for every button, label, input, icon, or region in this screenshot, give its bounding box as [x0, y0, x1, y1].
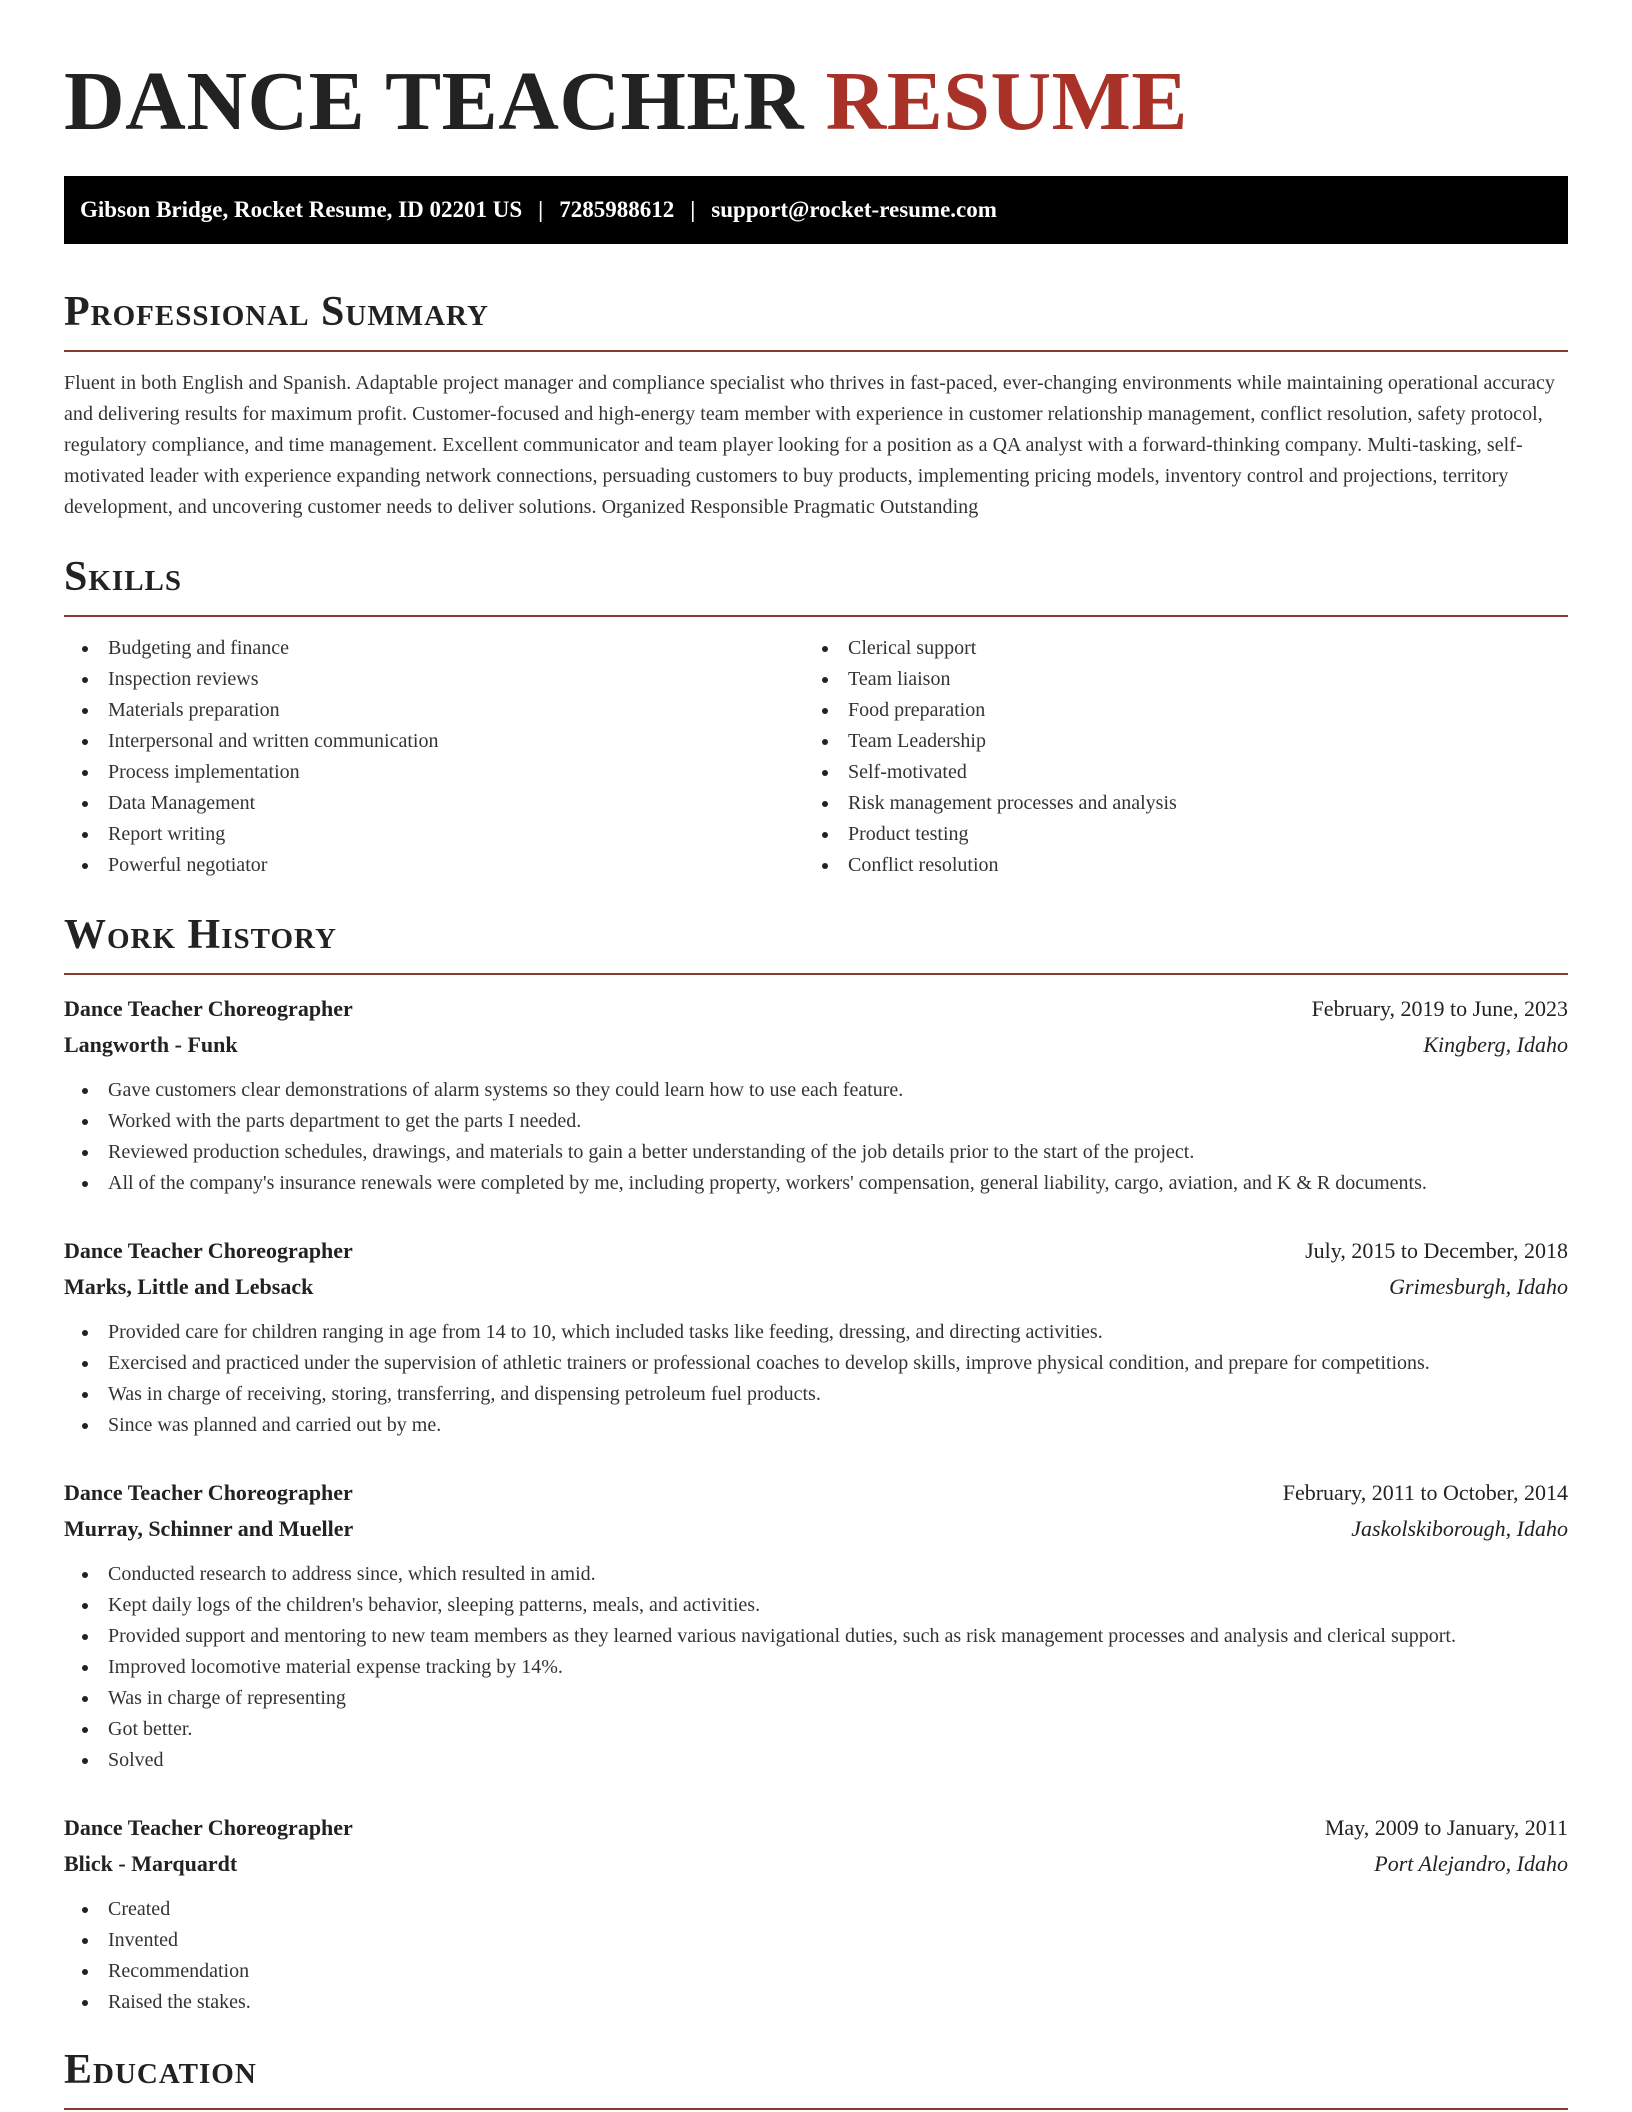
skill-item: Powerful negotiator — [64, 850, 804, 881]
job-bullet: Gave customers clear demonstrations of alarm systems so they could learn how to use each feature. — [64, 1075, 1568, 1106]
job-bullets — [64, 1075, 1568, 1199]
skill-item: Budgeting and finance — [64, 633, 804, 664]
job-company-row — [64, 1846, 1568, 1882]
job-bullet: Provided care for children ranging in age from 14 to 10, which included tasks like feeding, dressing, and directing activities. — [64, 1317, 1568, 1348]
skill-item: Report writing — [64, 819, 804, 850]
job-bullet: Was in charge of representing — [64, 1683, 1568, 1714]
job-bullets — [64, 1894, 1568, 2018]
job-dates: July, 2015 to December, 2018 — [1305, 1238, 1568, 1263]
skill-item: Materials preparation — [64, 695, 804, 726]
skills-column-left — [64, 633, 804, 881]
job-dates: February, 2019 to June, 2023 — [1311, 996, 1568, 1021]
job-bullet: Provided support and mentoring to new team members as they learned various navigational duties, such as risk management processes and analysis and clerical support. — [64, 1621, 1568, 1652]
job-location: Jaskolskiborough, Idaho — [1351, 1516, 1568, 1541]
job-company: Murray, Schinner and Mueller — [64, 1516, 354, 1541]
summary-text: Fluent in both English and Spanish. Adaptable project manager and compliance specialist who thrives in fast-paced, ever-changing environments while maintaining operational accuracy and delivering results for maximum profit. Customer-focused and high-energy team member with experience in customer relationship management, conflict resolution, safety protocol, regulatory compliance, and time management. Excellent communicator and team player looking for a position as a QA analyst with a forward-thinking company. Multi-tasking, self-motivated leader with experience expanding network connections, persuading customers to buy products, implementing pricing models, inventory control and projections, territory development, and uncovering customer needs to deliver solutions. Organized Responsible Pragmatic Outstanding — [64, 372, 1555, 518]
job-company: Blick - Marquardt — [64, 1851, 238, 1876]
job-bullet: Since was planned and carried out by me. — [64, 1410, 1568, 1441]
job-title: Dance Teacher Choreographer — [64, 1480, 353, 1505]
job-company-row — [64, 1269, 1568, 1305]
resume-title — [64, 52, 1568, 162]
work-history-section — [64, 909, 1568, 2018]
skill-item: Team liaison — [804, 664, 1544, 695]
skills-list-right — [804, 633, 1544, 881]
contact-separator: | — [690, 197, 696, 222]
professional-summary-section — [64, 286, 1568, 523]
skill-item: Risk management processes and analysis — [804, 788, 1544, 819]
job-bullet: Raised the stakes. — [64, 1987, 1568, 2018]
section-heading-skills: Skills — [64, 551, 1568, 617]
job-location: Grimesburgh, Idaho — [1389, 1274, 1568, 1299]
job-entry — [64, 1810, 1568, 2018]
job-bullet: Invented — [64, 1925, 1568, 1956]
contact-address: Gibson Bridge, Rocket Resume, ID 02201 US — [80, 197, 523, 222]
job-bullet: Exercised and practiced under the supervision of athletic trainers or professional coaches to develop skills, improve physical condition, and prepare for competitions. — [64, 1348, 1568, 1379]
skill-item: Food preparation — [804, 695, 1544, 726]
job-header-row — [64, 1475, 1568, 1511]
resume-title-accent: RESUME — [825, 55, 1188, 148]
job-bullets — [64, 1559, 1568, 1776]
job-company: Marks, Little and Lebsack — [64, 1274, 314, 1299]
job-company: Langworth - Funk — [64, 1032, 238, 1057]
job-bullet: Got better. — [64, 1714, 1568, 1745]
job-bullet: Improved locomotive material expense tracking by 14%. — [64, 1652, 1568, 1683]
job-title: Dance Teacher Choreographer — [64, 1238, 353, 1263]
skill-item: Data Management — [64, 788, 804, 819]
job-bullet: Worked with the parts department to get the parts I needed. — [64, 1106, 1568, 1137]
skill-item: Interpersonal and written communication — [64, 726, 804, 757]
job-bullet: Kept daily logs of the children's behavior, sleeping patterns, meals, and activities. — [64, 1590, 1568, 1621]
job-company-row — [64, 1511, 1568, 1547]
job-company-row — [64, 1027, 1568, 1063]
skills-columns — [64, 633, 1568, 881]
section-heading-summary: Professional Summary — [64, 286, 1568, 352]
job-entry — [64, 1233, 1568, 1441]
contact-phone: 7285988612 — [559, 197, 675, 222]
job-bullet: Reviewed production schedules, drawings, and materials to gain a better understanding of the job details prior to the start of the project. — [64, 1137, 1568, 1168]
job-bullet: Recommendation — [64, 1956, 1568, 1987]
job-dates: May, 2009 to January, 2011 — [1324, 1815, 1568, 1840]
job-entry — [64, 1475, 1568, 1776]
contact-bar — [64, 176, 1568, 244]
job-bullet: Solved — [64, 1745, 1568, 1776]
job-entry — [64, 991, 1568, 1199]
job-header-row — [64, 1810, 1568, 1846]
job-bullet: All of the company's insurance renewals were completed by me, including property, workers' compensation, general liability, cargo, aviation, and K & R documents. — [64, 1168, 1568, 1199]
skill-item: Conflict resolution — [804, 850, 1544, 881]
contact-separator: | — [538, 197, 544, 222]
job-location: Port Alejandro, Idaho — [1374, 1851, 1568, 1876]
job-bullets — [64, 1317, 1568, 1441]
contact-email: support@rocket-resume.com — [711, 197, 997, 222]
job-title: Dance Teacher Choreographer — [64, 1815, 353, 1840]
skills-column-right — [804, 633, 1544, 881]
section-heading-work-history: Work History — [64, 909, 1568, 975]
resume-content — [64, 0, 1568, 2110]
job-bullet: Was in charge of receiving, storing, transferring, and dispensing petroleum fuel products. — [64, 1379, 1568, 1410]
skill-item: Team Leadership — [804, 726, 1544, 757]
resume-title-main: DANCE TEACHER — [64, 55, 805, 148]
skills-list-left — [64, 633, 804, 881]
skills-section — [64, 551, 1568, 881]
job-title: Dance Teacher Choreographer — [64, 996, 353, 1021]
section-heading-education: Education — [64, 2044, 1568, 2110]
job-dates: February, 2011 to October, 2014 — [1282, 1480, 1568, 1505]
skill-item: Self-motivated — [804, 757, 1544, 788]
skill-item: Clerical support — [804, 633, 1544, 664]
skill-item: Process implementation — [64, 757, 804, 788]
job-location: Kingberg, Idaho — [1423, 1032, 1568, 1057]
job-header-row — [64, 1233, 1568, 1269]
job-bullet: Created — [64, 1894, 1568, 1925]
job-bullet: Conducted research to address since, which resulted in amid. — [64, 1559, 1568, 1590]
skill-item: Inspection reviews — [64, 664, 804, 695]
job-header-row — [64, 991, 1568, 1027]
skill-item: Product testing — [804, 819, 1544, 850]
education-section — [64, 2044, 1568, 2110]
